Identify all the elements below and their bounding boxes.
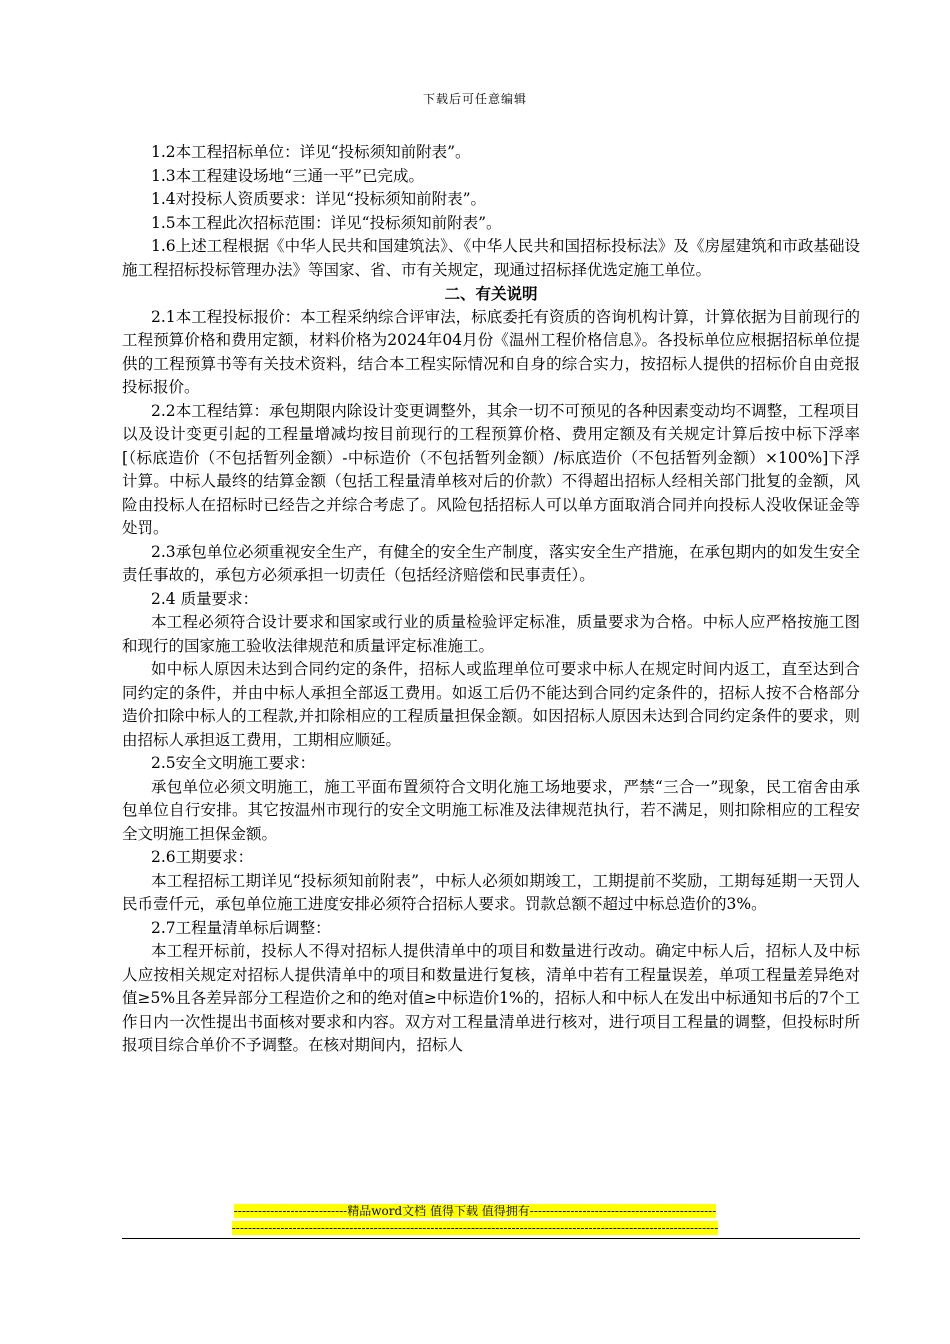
paragraph-2-3: 2.3承包单位必须重视安全生产，有健全的安全生产制度，落实安全生产措施，在承包期内的如发生安全责任事故的，承包方必须承担一切责任（包括经济赔偿和民事责任）。 (122, 542, 860, 584)
paragraph-1-3: 1.3本工程建设场地“三通一平”已完成。 (151, 166, 424, 185)
paragraph-2-5-title: 2.5安全文明施工要求： (151, 754, 316, 772)
page-header: 下载后可任意编辑 (422, 92, 527, 106)
paragraph-2-1: 2.1本工程投标报价：本工程采纳综合评审法，标底委托有资质的咨询机构计算，计算依据为目前现行的工程预算价格和费用定额，材料价格为2024年04月份《温州工程价格信息》。各投标单位应根据招标单位提供的工程预算书等有关技术资料，结合本工程实际情况和自身的综合实力，按招标人提供的招标价自由竞报投标报价。 (122, 307, 860, 396)
footer-banner-dashes (0, 1221, 950, 1236)
section-heading: 二、有关说明 (444, 284, 538, 303)
paragraph-2-4-title: 2.4 质量要求： (151, 589, 259, 608)
paragraph-2-7-title: 2.7工程量清单标后调整： (151, 918, 331, 937)
paragraph-1-5: 1.5本工程此次招标范围：详见“投标须知前附表”。 (151, 213, 502, 232)
footer-banner-line-1: ----------------------------精品word文档 值得下载 值得拥有---------------------------------------------- (233, 1204, 717, 1218)
paragraph-2-6-body: 本工程招标工期详见“投标须知前附表”，中标人必须如期竣工，工期提前不奖励，工期每延期一天罚人民币壹仟元，承包单位施工进度安排必须符合招标人要求。罚款总额不超过中标总造价的3%。 (122, 871, 860, 913)
footer-banner-line-2: ------------------------------------------------------------------------------------------------------------------------ (231, 1221, 719, 1235)
paragraph-2-5-body: 承包单位必须文明施工，施工平面布置须符合文明化施工场地要求，严禁“三合一”现象，民工宿舍由承包单位自行安排。其它按温州市现行的安全文明施工标准及法律规范执行，若不满足，则扣除相应的工程安全文明施工担保金额。 (122, 777, 860, 843)
paragraph-2-4-body-2: 如中标人原因未达到合同约定的条件，招标人或监理单位可要求中标人在规定时间内返工，直至达到合同约定的条件，并由中标人承担全部返工费用。如返工后仍不能达到合同约定条件的，招标人按不合格部分造价扣除中标人的工程款,并扣除相应的工程质量担保金额。如因招标人原因未达到合同约定条件的要求，则由招标人承担返工费用，工期相应顺延。 (122, 660, 860, 749)
paragraph-1-6: 1.6上述工程根据《中华人民共和国建筑法》、《中华人民共和国招标投标法》及《房屋建筑和市政基础设施工程招标投标管理办法》等国家、省、市有关规定，现通过招标择优选定施工单位。 (122, 237, 860, 279)
paragraph-2-7-body: 本工程开标前，投标人不得对招标人提供清单中的项目和数量进行改动。确定中标人后，招标人及中标人应按相关规定对招标人提供清单中的项目和数量进行复核，清单中若有工程量误差，单项工程量差异绝对值≥5%且各差异部分工程造价之和的绝对值≥中标造价1%的，招标人和中标人在发出中标通知书后的7个工作日内一次性提出书面核对要求和内容。双方对工程量清单进行核对，进行项目工程量的调整，但投标时所报项目综合单价不予调整。在核对期间内，招标人 (122, 942, 860, 1054)
paragraph-2-4-body-1: 本工程必须符合设计要求和国家或行业的质量检验评定标准，质量要求为合格。中标人应严格按施工图和现行的国家施工验收法律规范和质量评定标准施工。 (122, 613, 860, 655)
footer-rule (122, 1238, 860, 1239)
paragraph-2-2: 2.2本工程结算：承包期限内除设计变更调整外，其余一切不可预见的各种因素变动均不调整，工程项目以及设计变更引起的工程量增减均按目前现行的工程预算价格、费用定额及有关规定计算后按中标下浮率[（标底造价（不包括暂列金额）-中标造价（不包括暂列金额）/标底造价（不包括暂列金额）×100%]下浮计算。中标人最终的结算金额（包括工程量清单核对后的价款）不得超出招标人经相关部门批复的金额，风险由投标人在招标时已经告之并综合考虑了。风险包括招标人可以单方面取消合同并向投标人没收保证金等处罚。 (122, 401, 860, 537)
paragraph-2-6-title: 2.6工期要求： (151, 848, 254, 866)
paragraph-1-4: 1.4对投标人资质要求：详见“投标须知前附表”。 (151, 190, 486, 208)
paragraph-1-2: 1.2本工程招标单位：详见“投标须知前附表”。 (151, 143, 471, 161)
footer-banner (0, 1204, 950, 1219)
document-body (122, 141, 860, 1058)
